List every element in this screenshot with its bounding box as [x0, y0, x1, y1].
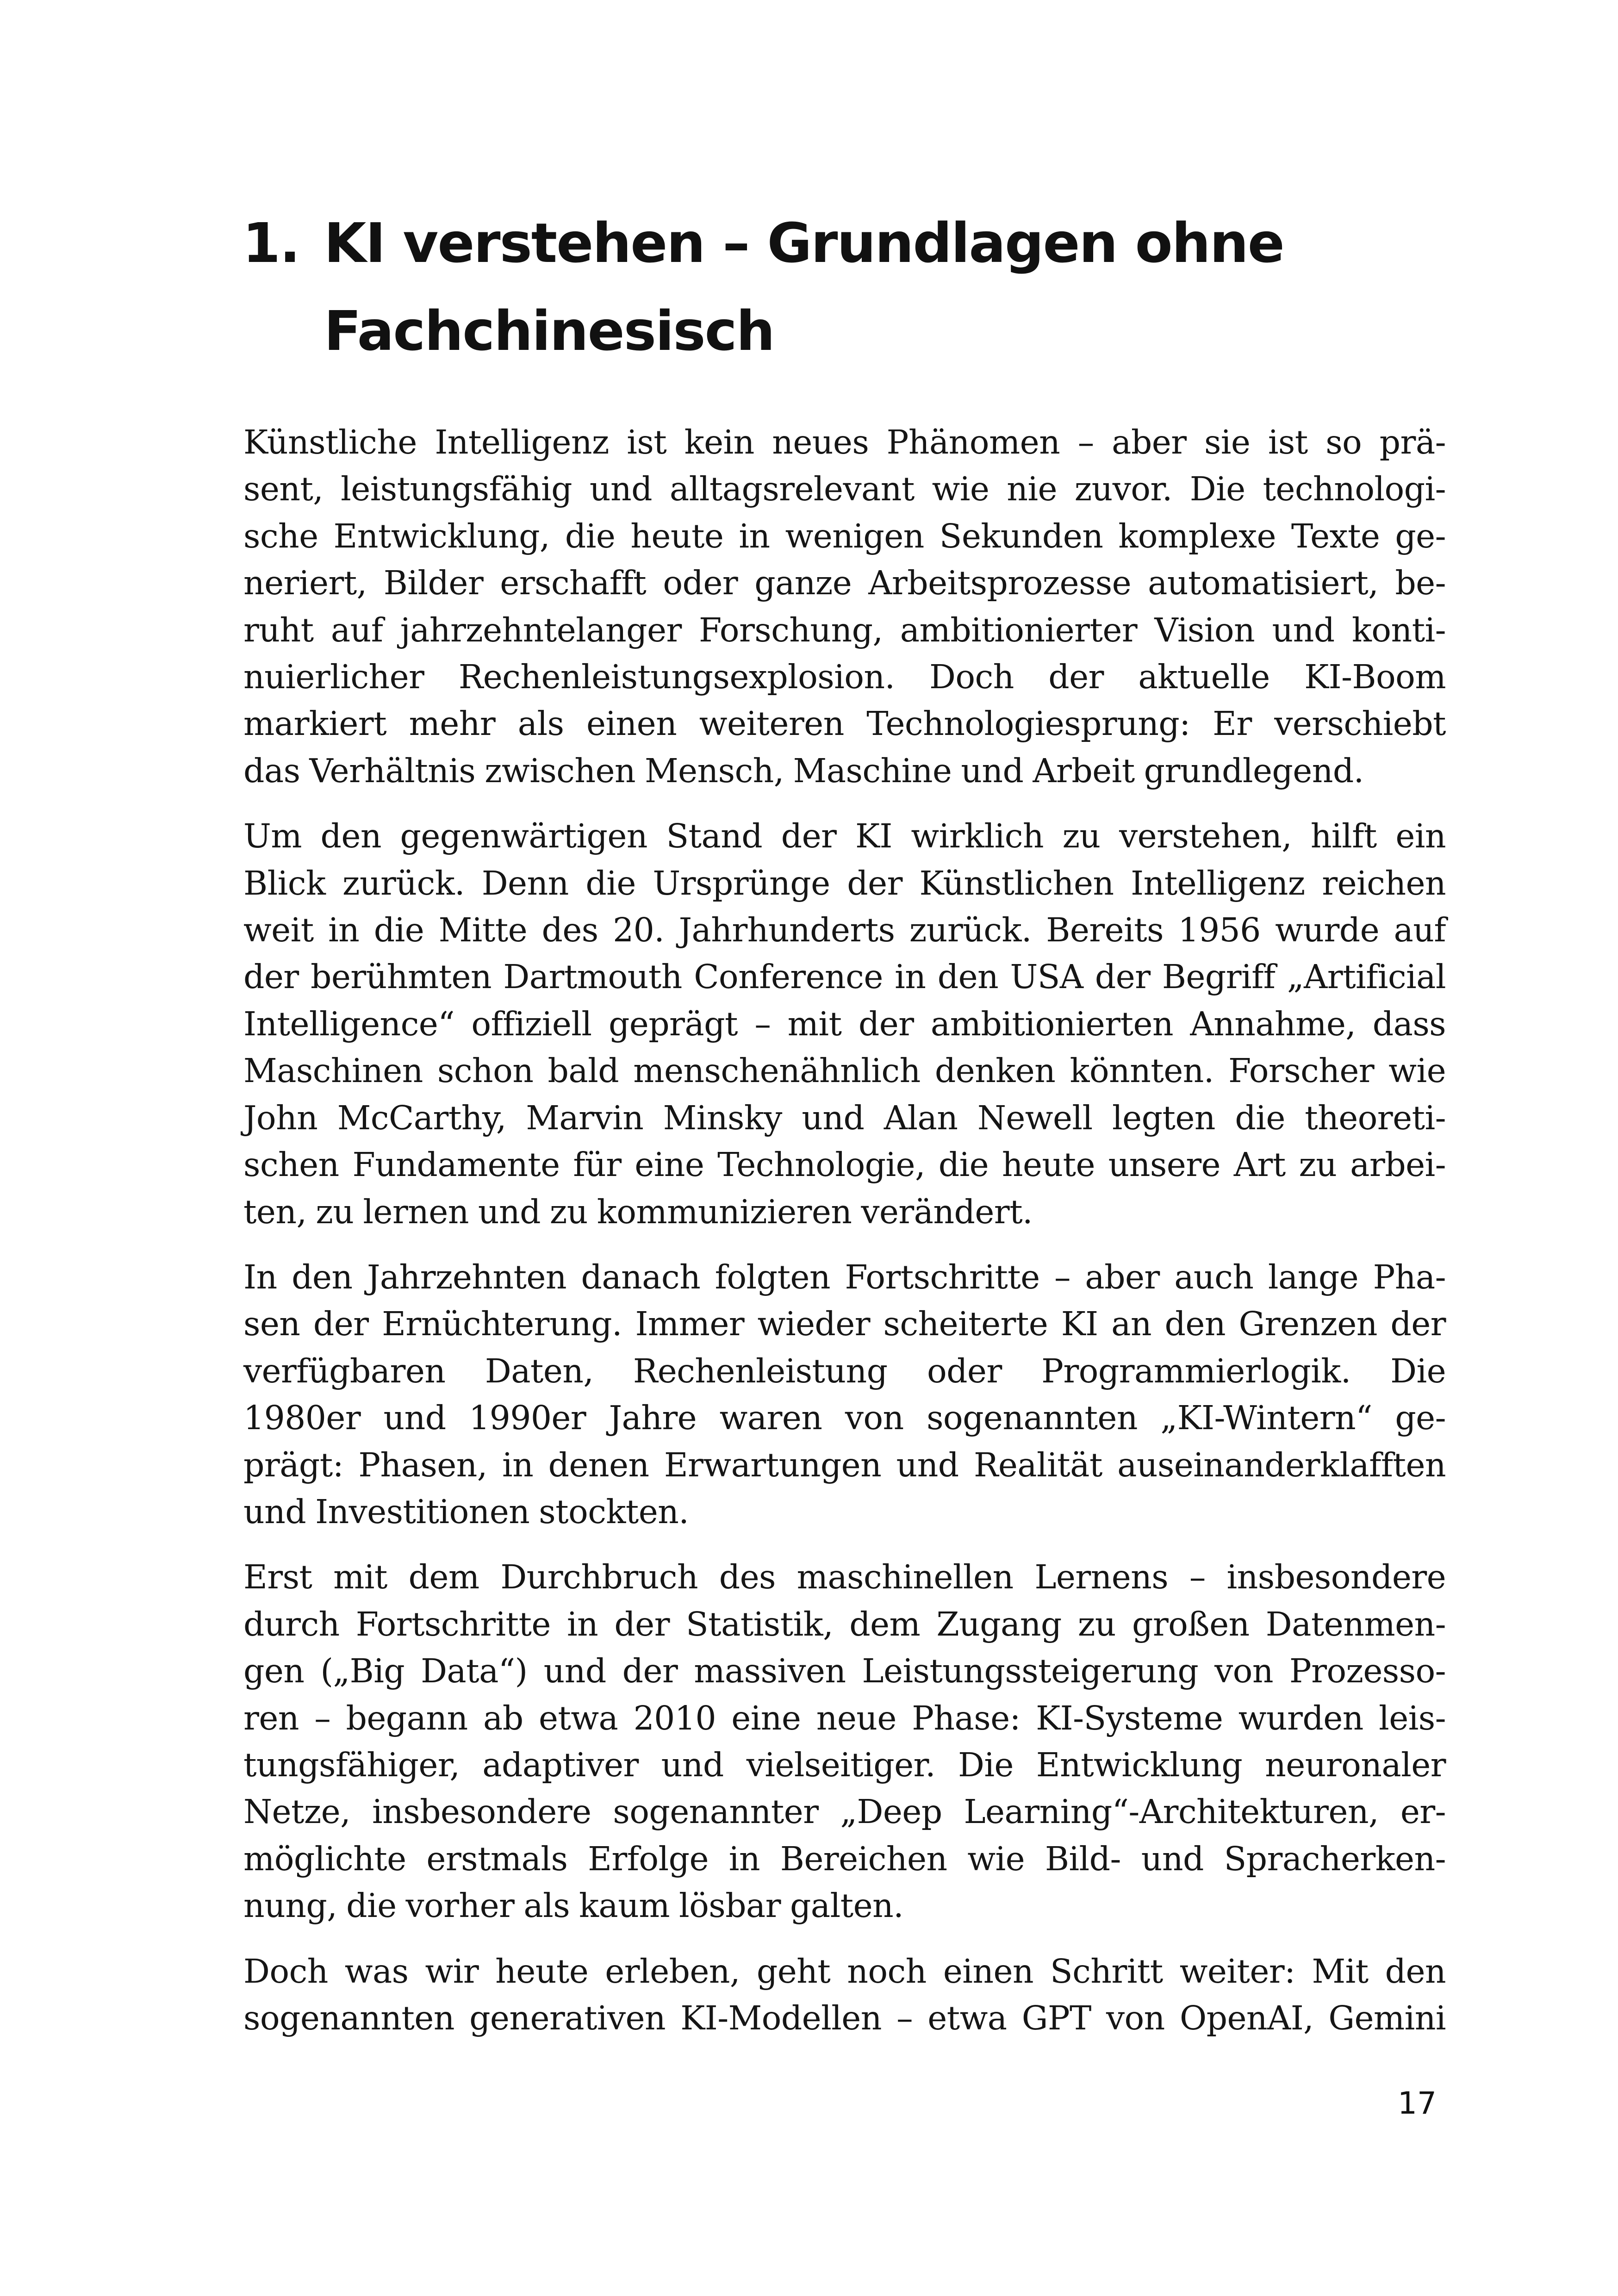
- text-line: sche Entwicklung, die heute in wenigen Sekunden komplexe Texte ge-: [243, 516, 1446, 555]
- chapter-number: 1.: [243, 211, 299, 275]
- chapter-heading-line-2: [243, 287, 1446, 375]
- text-line: Maschinen schon bald menschenähnlich denken könnten. Forscher wie: [243, 1052, 1446, 1090]
- chapter-title-part-2: Fachchinesisch: [324, 299, 774, 363]
- page-number: 17: [1398, 2085, 1437, 2121]
- text-line: Blick zurück. Denn die Ursprünge der Künstlichen Intelligenz reichen: [243, 864, 1446, 902]
- text-line: gen („Big Data“) und der massiven Leistungssteigerung von Prozesso-: [243, 1652, 1446, 1691]
- text-line: weit in die Mitte des 20. Jahrhunderts zurück. Bereits 1956 wurde auf: [243, 911, 1446, 950]
- text-line: sen der Ernüchterung. Immer wieder scheiterte KI an den Grenzen der: [243, 1305, 1446, 1344]
- chapter-heading-line-1: [243, 199, 1446, 287]
- text-line: verfügbaren Daten, Rechenleistung oder Programmierlogik. Die: [243, 1351, 1446, 1390]
- paragraph: [243, 419, 1446, 794]
- text-line: Künstliche Intelligenz ist kein neues Phänomen – aber sie ist so prä-: [243, 423, 1446, 461]
- text-line: nuierlicher Rechenleistungsexplosion. Doch der aktuelle KI-Boom: [243, 658, 1446, 697]
- text-line: Intelligence“ offiziell geprägt – mit der ambitionierten Annahme, dass: [243, 1004, 1446, 1043]
- text-line: schen Fundamente für eine Technologie, die heute unsere Art zu arbei-: [243, 1145, 1446, 1184]
- text-line: sent, leistungsfähig und alltagsrelevant wie nie zuvor. Die technologi-: [243, 470, 1446, 509]
- text-line: durch Fortschritte in der Statistik, dem Zugang zu großen Datenmen-: [243, 1605, 1446, 1643]
- text-line: Doch was wir heute erleben, geht noch einen Schritt weiter: Mit den: [243, 1952, 1446, 1991]
- text-line: In den Jahrzehnten danach folgten Fortschritte – aber auch lange Pha-: [243, 1257, 1446, 1296]
- text-line: ruht auf jahrzehntelanger Forschung, ambitionierter Vision und konti-: [243, 610, 1446, 649]
- text-line: das Verhältnis zwischen Mensch, Maschine und Arbeit grundlegend.: [243, 751, 1364, 790]
- text-line: nung, die vorher als kaum lösbar galten.: [243, 1886, 904, 1925]
- paragraph: [243, 1948, 1446, 2042]
- text-line: ren – begann ab etwa 2010 eine neue Phase: KI-Systeme wurden leis-: [243, 1699, 1446, 1737]
- chapter-heading: [243, 199, 1446, 375]
- text-line: neriert, Bilder erschafft oder ganze Arbeitsprozesse automatisiert, be-: [243, 564, 1446, 603]
- text-line: Netze, insbesondere sogenannter „Deep Learning“-Architekturen, er-: [243, 1792, 1446, 1831]
- text-line: der berühmten Dartmouth Conference in den USA der Begriff „Artificial: [243, 958, 1446, 996]
- chapter-title-part-1: KI verstehen – Grundlagen ohne: [324, 211, 1284, 275]
- text-line: markiert mehr als einen weiteren Technologiesprung: Er verschiebt: [243, 704, 1446, 743]
- text-line: prägt: Phasen, in denen Erwartungen und Realität auseinanderklafften: [243, 1445, 1446, 1484]
- paragraph: [243, 1254, 1446, 1535]
- text-line: möglichte erstmals Erfolge in Bereichen wie Bild- und Spracherken-: [243, 1839, 1446, 1878]
- text-line: ten, zu lernen und zu kommunizieren verändert.: [243, 1192, 1033, 1231]
- text-line: 1980er und 1990er Jahre waren von sogenannten „KI-Wintern“ ge-: [243, 1399, 1446, 1437]
- text-line: tungsfähiger, adaptiver und vielseitiger. Die Entwicklung neuronaler: [243, 1745, 1446, 1784]
- text-line: Um den gegenwärtigen Stand der KI wirklich zu verstehen, hilft ein: [243, 817, 1446, 856]
- body-text: [243, 419, 1446, 2060]
- text-line: Erst mit dem Durchbruch des maschinellen Lernens – insbesondere: [243, 1558, 1446, 1597]
- text-line: und Investitionen stockten.: [243, 1492, 689, 1531]
- paragraph: [243, 813, 1446, 1235]
- text-line: John McCarthy, Marvin Minsky und Alan Newell legten die theoreti-: [243, 1098, 1446, 1137]
- paragraph: [243, 1554, 1446, 1929]
- text-line: sogenannten generativen KI-Modellen – etwa GPT von OpenAI, Gemini: [243, 1999, 1446, 2037]
